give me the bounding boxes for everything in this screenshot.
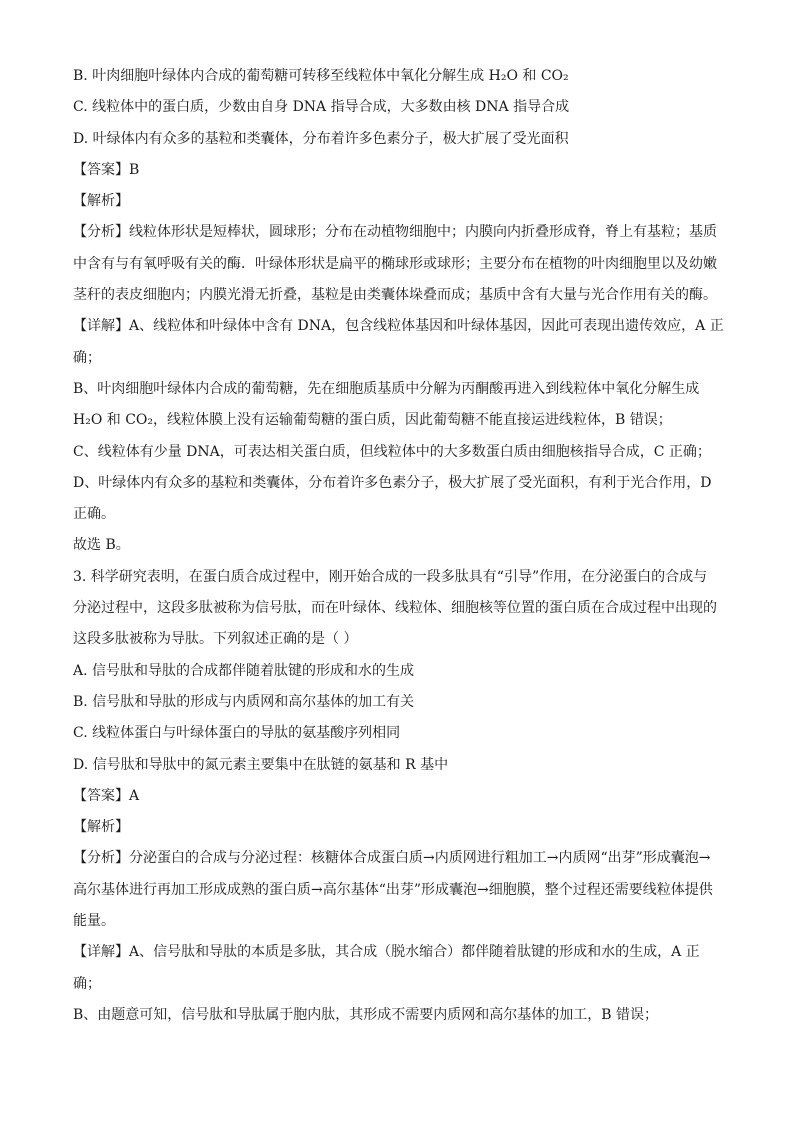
- document-page: [73, 61, 733, 1031]
- xiangjie-paragraph-line: 【详解】A、线粒体和叶绿体中含有 DNA，包含线粒体基因和叶绿体基因，因此可表现出遗传效应，A 正: [73, 318, 724, 335]
- question-3-fenxi-line: 高尔基体进行再加工形成成熟的蛋白质→高尔基体“出芽”形成囊泡→细胞膜，整个过程还需要线粒体提供: [73, 881, 713, 898]
- xiangjie-paragraph-line: D、叶绿体内有众多的基粒和类囊体，分布着许多色素分子，极大扩展了受光面积，有利于光合作用，D: [73, 474, 712, 491]
- fenxi-paragraph-line: 中含有与有氧呼吸有关的酶．叶绿体形状是扁平的椭球形或球形；主要分布在植物的叶肉细胞里以及幼嫩: [73, 255, 717, 272]
- question-3-analysis-heading: 【解析】: [73, 819, 129, 836]
- option-c-text: C. 线粒体中的蛋白质，少数由自身 DNA 指导合成，大多数由核 DNA 指导合成: [73, 99, 570, 116]
- xiangjie-paragraph-line: C、线粒体有少量 DNA，可表达相关蛋白质，但线粒体中的大多数蛋白质由细胞核指导合成，C 正确；: [73, 443, 711, 460]
- question-3-xiangjie-line: 【详解】A、信号肽和导肽的本质是多肽，其合成（脱水缩合）都伴随着肽键的形成和水的生成，A 正: [73, 944, 700, 961]
- xiangjie-paragraph-line: B、叶肉细胞叶绿体内合成的葡萄糖，先在细胞质基质中分解为丙酮酸再进入到线粒体中氧化分解生成: [73, 380, 700, 397]
- question-3-answer: 【答案】A: [73, 787, 140, 804]
- question-3-option-c: C. 线粒体蛋白与叶绿体蛋白的导肽的氨基酸序列相同: [73, 725, 401, 742]
- option-b-text: B. 叶肉细胞叶绿体内合成的葡萄糖可转移至线粒体中氧化分解生成 H₂O 和 CO₂: [73, 68, 569, 84]
- analysis-heading: 【解析】: [73, 193, 129, 210]
- question-3-stem: 这段多肽被称为导肽。下列叙述正确的是（ ）: [73, 631, 358, 648]
- question-3-xiangjie-line: B、由题意可知，信号肽和导肽属于胞内肽，其形成不需要内质网和高尔基体的加工，B 错误；: [73, 1006, 659, 1023]
- fenxi-paragraph-line: 【分析】线粒体形状是短棒状，圆球形；分布在动植物细胞中；内膜向内折叠形成脊，脊上有基粒；基质: [73, 224, 717, 241]
- question-3-fenxi-line: 【分析】分泌蛋白的合成与分泌过程：核糖体合成蛋白质→内质网进行粗加工→内质网“出芽”形成囊泡→: [73, 850, 711, 867]
- fenxi-paragraph-line: 茎秆的表皮细胞内；内膜光滑无折叠，基粒是由类囊体垛叠而成；基质中含有大量与光合作用有关的酶。: [73, 287, 717, 304]
- question-3-fenxi-line: 能量。: [73, 913, 115, 930]
- question-3-xiangjie-line: 确；: [73, 975, 101, 992]
- xiangjie-paragraph-line: 确；: [73, 349, 101, 366]
- question-3-stem: 分泌过程中，这段多肽被称为信号肽，而在叶绿体、线粒体、细胞核等位置的蛋白质在合成过程中出现的: [73, 600, 717, 617]
- question-3-option-b: B. 信号肽和导肽的形成与内质网和高尔基体的加工有关: [73, 693, 415, 710]
- choose-conclusion: 故选 B。: [73, 537, 130, 554]
- question-3-stem: 3. 科学研究表明，在蛋白质合成过程中，刚开始合成的一段多肽具有“引导”作用，在分泌蛋白的合成与: [73, 568, 708, 585]
- option-d-text: D. 叶绿体内有众多的基粒和类囊体，分布着许多色素分子，极大扩展了受光面积: [73, 130, 569, 147]
- xiangjie-paragraph-line: 正确。: [73, 506, 115, 523]
- answer-label: 【答案】B: [73, 161, 140, 178]
- question-3-option-d: D. 信号肽和导肽中的氮元素主要集中在肽链的氨基和 R 基中: [73, 756, 449, 773]
- xiangjie-paragraph-line: H₂O 和 CO₂，线粒体膜上没有运输葡萄糖的蛋白质，因此葡萄糖不能直接运进线粒体，B 错误；: [73, 412, 672, 429]
- question-3-option-a: A. 信号肽和导肽的合成都伴随着肽键的形成和水的生成: [73, 662, 415, 679]
